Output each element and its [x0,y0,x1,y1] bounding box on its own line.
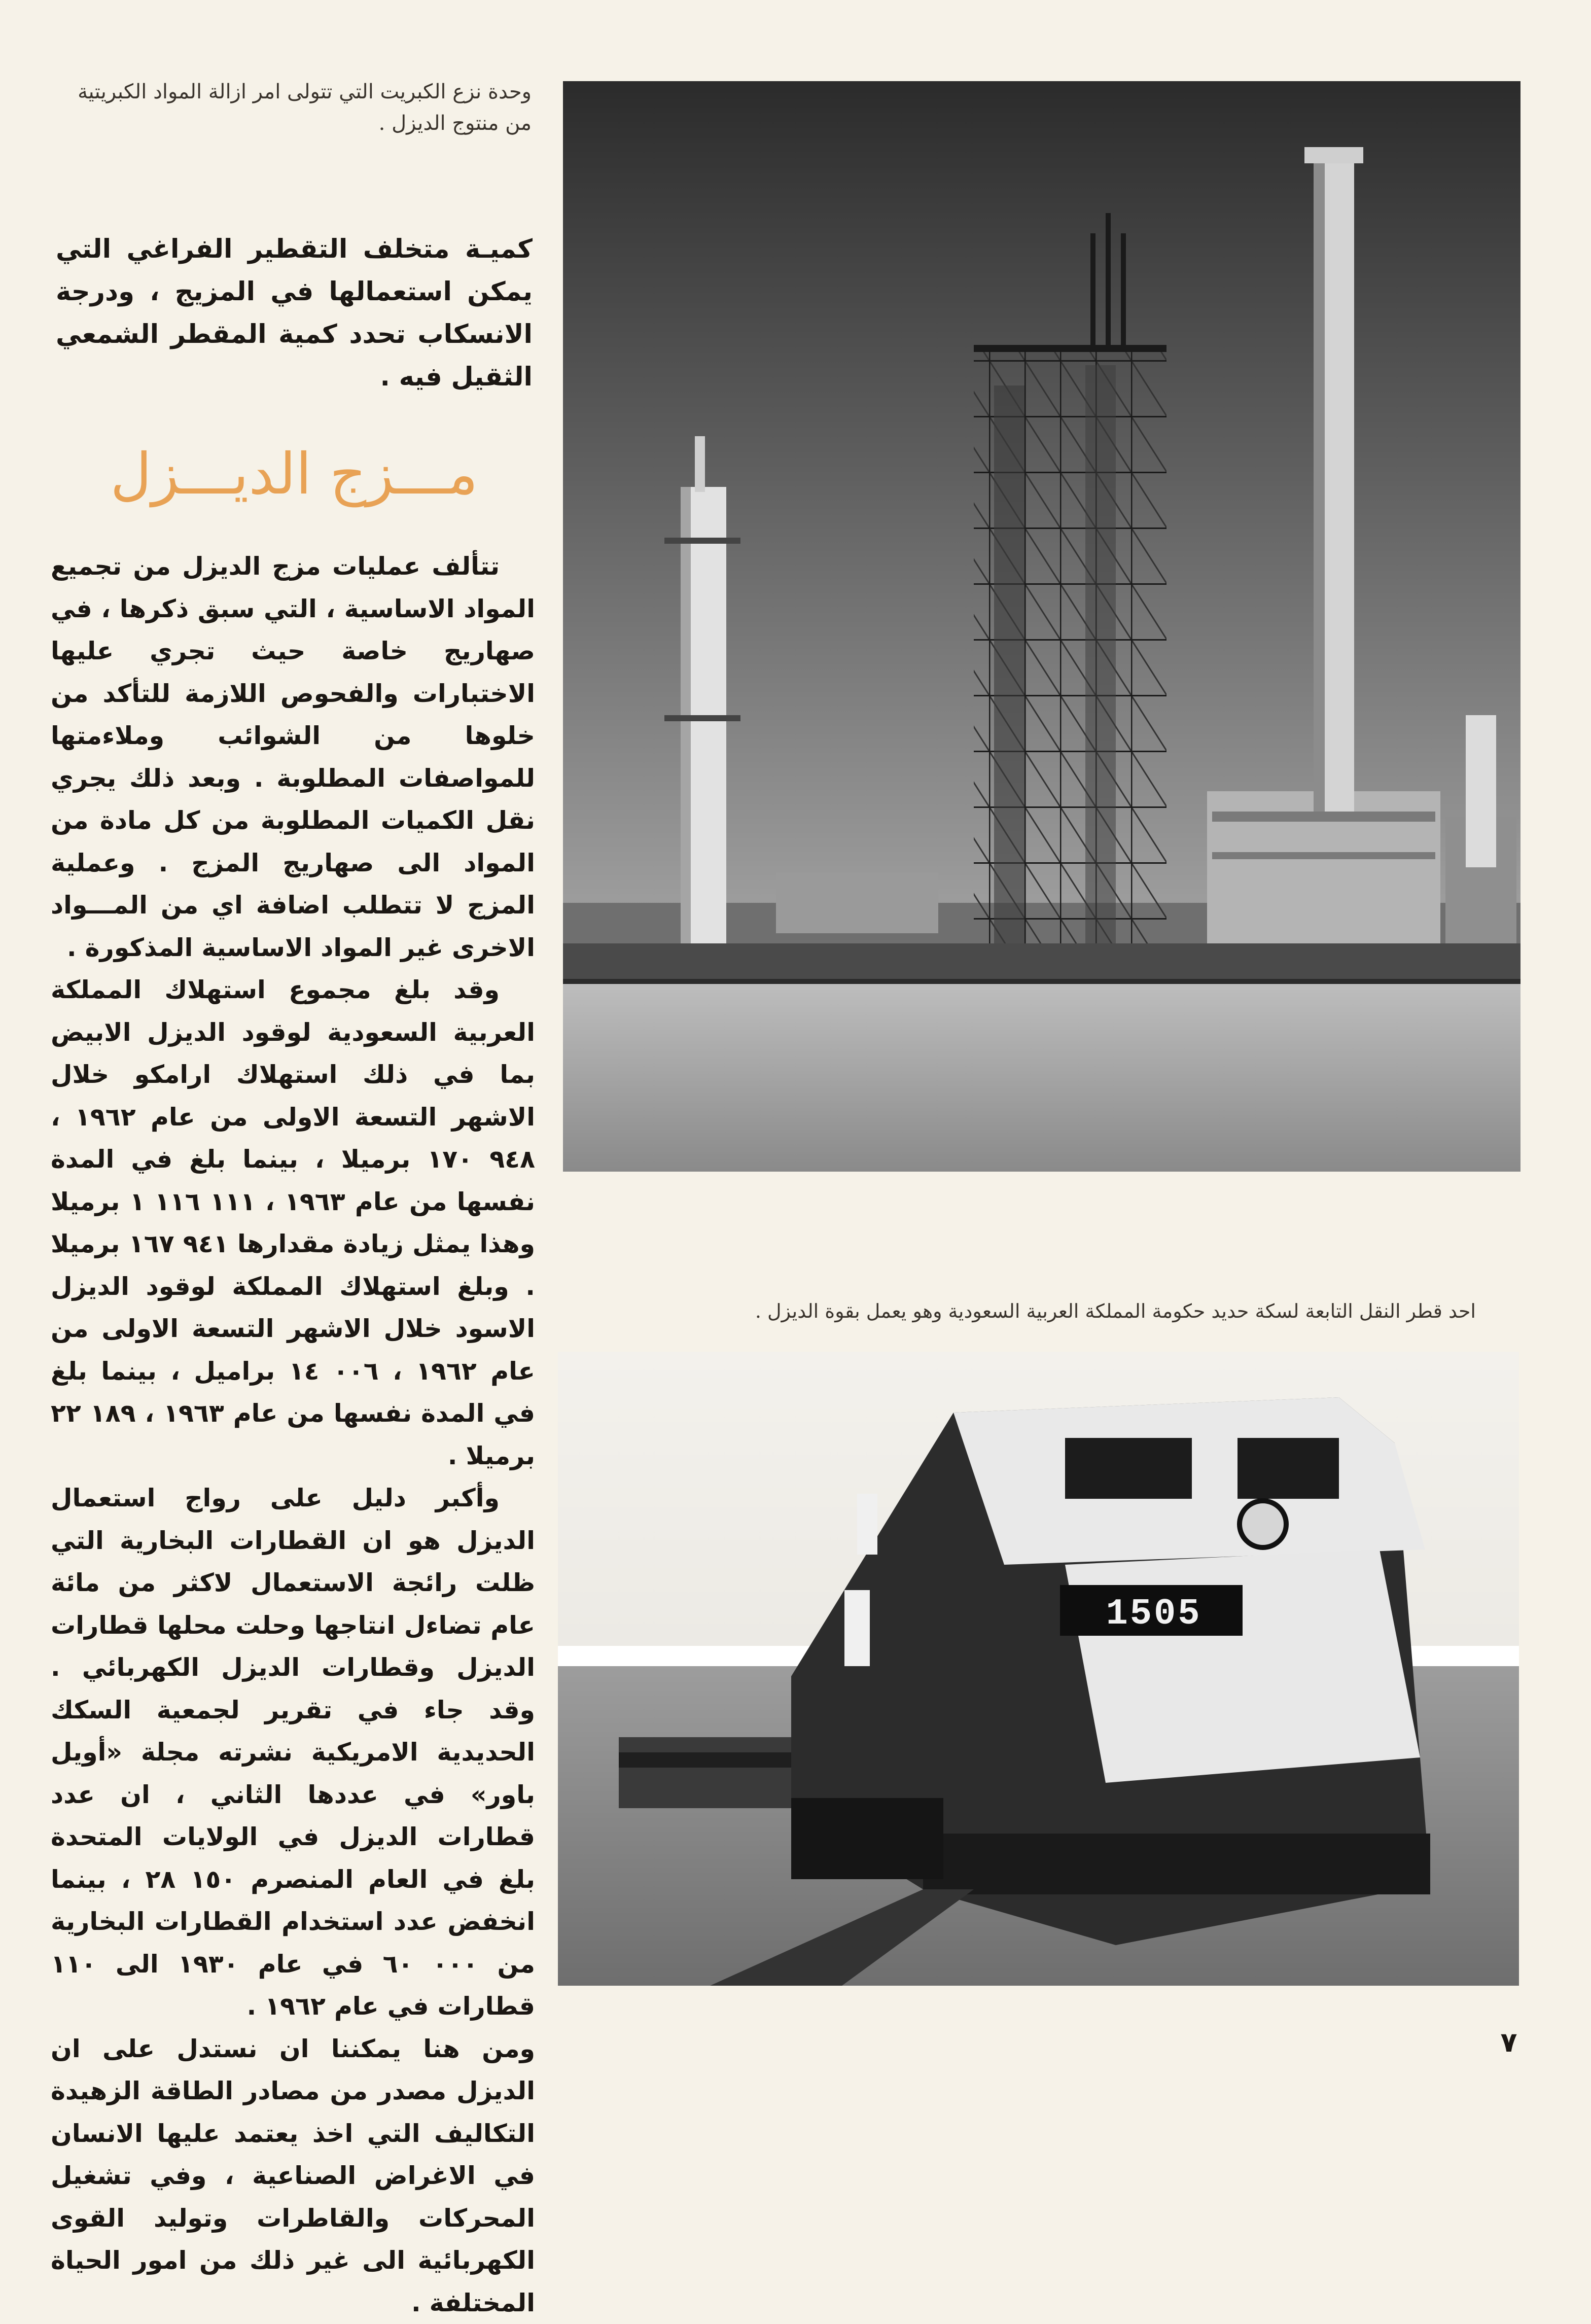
article-body [51,545,535,2324]
body-paragraph-1: تتألف عمليات مزج الديزل من تجميع المواد الاساسية ، التي سبق ذكرها ، في صهاريج خاصة حيث تجري عليها الاختبارات والفحوص اللازمة للتأكد من خلوها من الشوائب وملاءمتها للمواصفات المطلوبة . وبعد ذلك يجري نقل الكميات المطلوبة من كل مادة من المواد الى صهاريج المزج . وعملية المزج لا تتطلب اضافة اي من المـــواد الاخرى غير المواد الاساسية المذكورة . [51,545,535,969]
section-title: مـــزج الديـــزل [91,436,497,512]
body-paragraph-4: ومن هنا يمكننا ان نستدل على ان الديزل مصدر من مصادر الطاقة الزهيدة التكاليف التي اخذ يعتمد عليها الانسان في الاغراض الصناعية ، وفي تشغيل المحركات والقاطرات وتوليد القوى الكهربائية الى غير ذلك من امور الحياة المختلفة . [51,2028,535,2324]
body-paragraph-3: وأكبر دليل على رواج استعمال الديزل هو ان القطارات البخارية التي ظلت رائجة الاستعمال لاكثر من مائة عام تضاءل انتاجها وحلت محلها قطارات الديزل وقطارات الديزل الكهربائي . وقد جاء في تقرير لجمعية السكك الحديدية الامريكية نشرته مجلة «أويل باور» في عددها الثاني ، ان عدد قطارات الديزل في الولايات المتحدة بلغ في العام المنصرم ١٥٠ ٢٨ ، بينما انخفض عدد استخدام القطارات البخارية من ٠٠٠ ٦٠ في عام ١٩٣٠ الى ١١٠ قطارات في عام ١٩٦٢ . [51,1477,535,2028]
train-caption: احد قطر النقل التابعة لسكة حديد حكومة المملكة العربية السعودية وهو يعمل بقوة الديزل . [563,1296,1476,1326]
intro-paragraph: كميـة متخلف التقطير الفراغي التي يمكن استعمالها في المزيج ، ودرجة الانسكاب تحدد كمية المقطر الشمعي الثقيل فيه . [56,228,533,399]
train-photo [558,1352,1519,1986]
locomotive-number: 1505 [1065,1591,1243,1637]
refinery-caption: وحدة نزع الكبريت التي تتولى امر ازالة المواد الكبريتية من منتوج الديزل . [60,76,532,139]
body-paragraph-2: وقد بلغ مجموع استهلاك المملكة العربية السعودية لوقود الديزل الابيض بما في ذلك استهلاك ارامكو خلال الاشهر التسعة الاولى من عام ١٩٦٢ ، ٩٤٨ ١٧٠ برميلا ، بينما بلغ في المدة نفسها من عام ١٩٦٣ ، ١١١ ١١٦ ١ برميلا وهذا يمثل زيادة مقدارها ٩٤١ ١٦٧ برميلا . وبلغ استهلاك المملكة لوقود الديزل الاسود خلال الاشهر التسعة الاولى من عام ١٩٦٢ ، ٠٠٦ ١٤ براميل ، بينما بلغ في المدة نفسها من عام ١٩٦٣ ، ١٨٩ ٢٢ برميلا . [51,969,535,1477]
page-number: ٧ [1489,2026,1529,2058]
refinery-photo [563,81,1521,1172]
